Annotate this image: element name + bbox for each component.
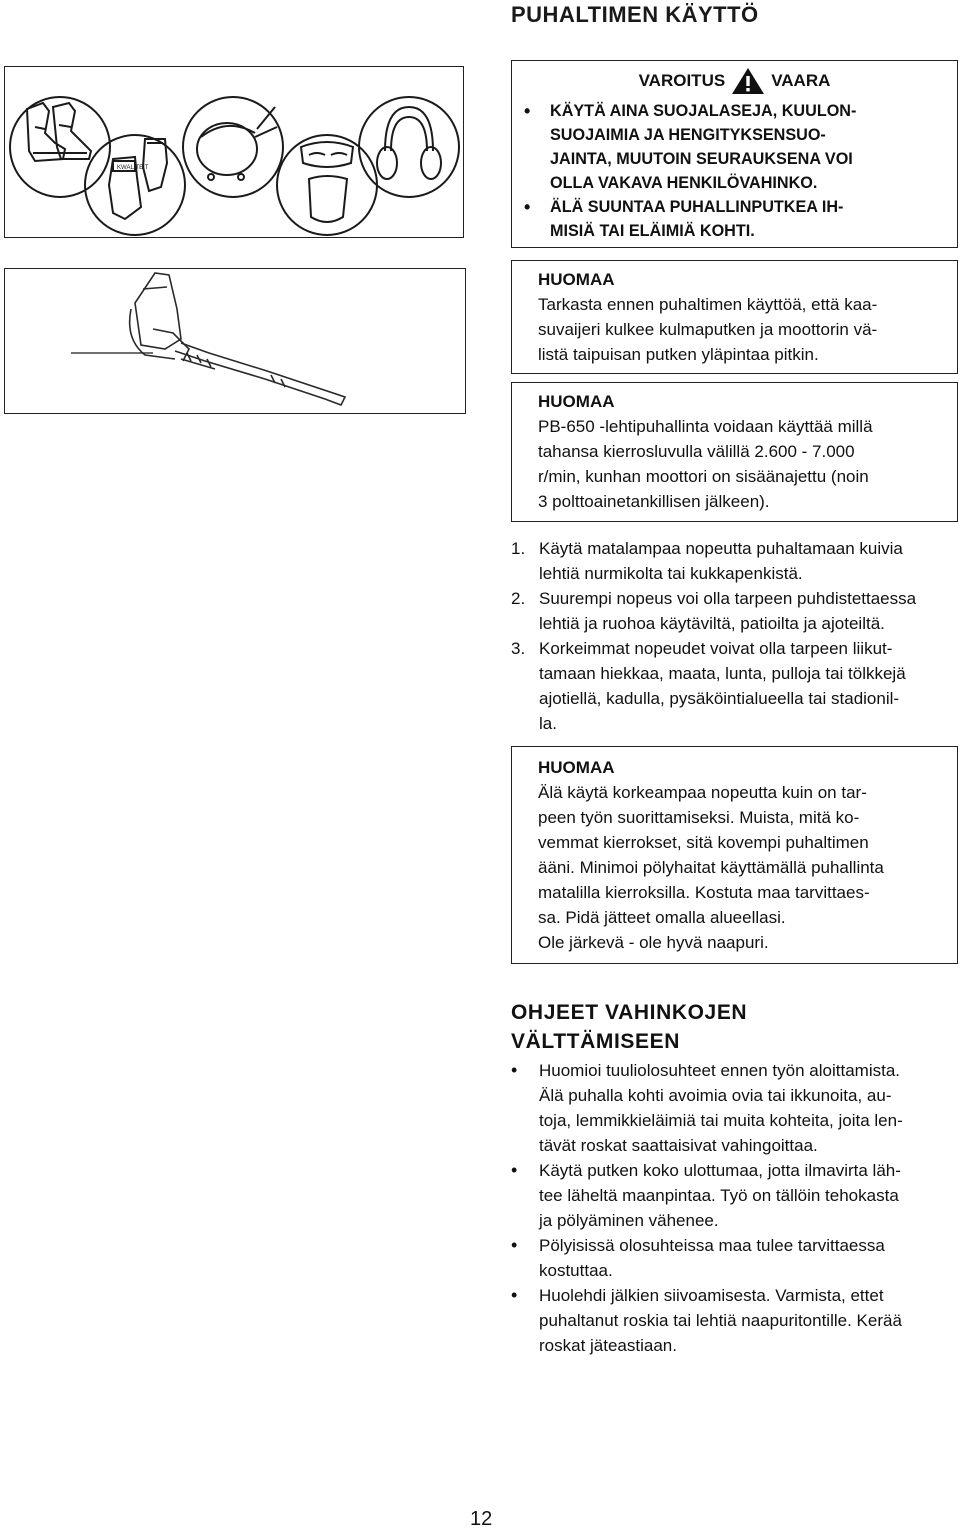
step-number: 1.	[511, 539, 526, 558]
warning-triangle-icon	[731, 67, 765, 95]
note-title: HUOMAA	[538, 270, 615, 289]
warning-header	[524, 67, 945, 95]
step-number: 3.	[511, 639, 526, 658]
warning-item: • KÄYTÄ AINA SUOJALASEJA, KUULON- SUOJAIMIA JA HENGITYKSENSUO- JAINTA, MUUTOIN SEURAUKSENA VOI OLLA VAKAVA HENKILÖVAHINKO.	[524, 99, 945, 195]
note-text: Tarkasta ennen puhaltimen käyttöä, että kaa- suvaijeri kulkee kulmaputken ja moottorin vä- listä taipuisan putken yläpintaa pitkin.	[538, 295, 878, 364]
safety-gear-figure	[4, 66, 464, 238]
ear-muffs-icon	[377, 107, 441, 179]
safety-goggles-icon	[301, 142, 353, 222]
step-item	[511, 636, 958, 736]
bullet-item: • Huolehdi jälkien siivoamisesta. Varmista, ettet puhaltanut roskia tai lehtiä naapuritontille. Kerää roskat jäteastiaan.	[511, 1283, 958, 1358]
note-text: PB-650 -lehtipuhallinta voidaan käyttää millä tahansa kierrosluvulla välillä 2.600 - 7.000 r/min, kunhan moottori on sisäänajettu (noin 3 polttoainetankillisen jälkeen).	[538, 417, 873, 511]
warning-label-right: VAARA	[771, 71, 831, 90]
note-text: Älä käytä korkeampaa nopeutta kuin on tar- peen työn suorittamiseksi. Muista, mitä ko- vemmat kierrokset, sitä kovempi puhaltimen ääni. Minimoi pölyhaitat käyttämällä puhallinta matalilla kierroksilla. Kostuta maa tarvittaes- sa. Pidä jätteet omalla alueellasi. Ole järkevä - ole hyvä naapuri.	[538, 783, 884, 952]
warning-item: • ÄLÄ SUUNTAA PUHALLINPUTKEA IH- MISIÄ TAI ELÄIMIÄ KOHTI.	[524, 195, 945, 243]
steps-list	[511, 536, 958, 736]
leaf-blower-icon	[130, 273, 345, 405]
blower-figure	[4, 268, 466, 414]
leaf-blower-illustration	[5, 269, 465, 413]
page-title: PUHALTIMEN KÄYTTÖ	[511, 2, 759, 27]
step-text: Käytä matalampaa nopeutta puhaltamaan kuivia lehtiä nurmikolta tai kukkapenkistä.	[539, 539, 903, 583]
note-box-noise	[511, 746, 958, 964]
dust-mask-icon	[197, 107, 277, 180]
gloves-icon	[109, 139, 167, 219]
step-item	[511, 536, 958, 586]
speed-steps	[511, 536, 958, 736]
bullet-item: • Käytä putken koko ulottumaa, jotta ilmavirta läh- tee läheltä maanpintaa. Työ on tällöin tehokasta ja pölyäminen vähenee.	[511, 1158, 958, 1233]
bullet-item: • Huomioi tuuliolosuhteet ennen työn aloittamista. Älä puhalla kohti avoimia ovia tai ikkunoita, au- toja, lemmikkieläimiä tai muita kohteita, joita len- tävät roskat saattaisivat vahingoittaa.	[511, 1058, 958, 1158]
page-number: 12	[470, 1508, 493, 1530]
warning-label-left: VAROITUS	[638, 71, 726, 90]
glove-label: KWALITEIT	[117, 165, 149, 171]
step-text: Korkeimmat nopeudet voivat olla tarpeen liikut- tamaan hiekkaa, maata, lunta, pulloja tai tölkkejä ajotiellä, kadulla, pysäköintialueella tai stadionil- la.	[539, 639, 906, 733]
step-number: 2.	[511, 589, 526, 608]
note-box-rpm	[511, 382, 958, 522]
warning-list	[524, 99, 945, 243]
damage-avoidance-section	[511, 998, 958, 1358]
bullet-item: • Pölyisissä olosuhteissa maa tulee tarvittaessa kostuttaa.	[511, 1233, 958, 1283]
note-title: HUOMAA	[538, 392, 615, 411]
warning-box	[511, 60, 958, 248]
safety-gear-illustration	[5, 67, 463, 237]
section-title-line2: VÄLTTÄMISEEN	[511, 1030, 680, 1053]
note-box-carburetor	[511, 260, 958, 374]
boots-icon	[27, 103, 91, 161]
note-title: HUOMAA	[538, 758, 615, 777]
damage-bullets	[511, 1058, 958, 1358]
step-item	[511, 586, 958, 636]
step-text: Suurempi nopeus voi olla tarpeen puhdistettaessa lehtiä ja ruohoa käytäviltä, patioilta ja ajoteiltä.	[539, 589, 917, 633]
section-title-line1: OHJEET VAHINKOJEN	[511, 1001, 748, 1024]
